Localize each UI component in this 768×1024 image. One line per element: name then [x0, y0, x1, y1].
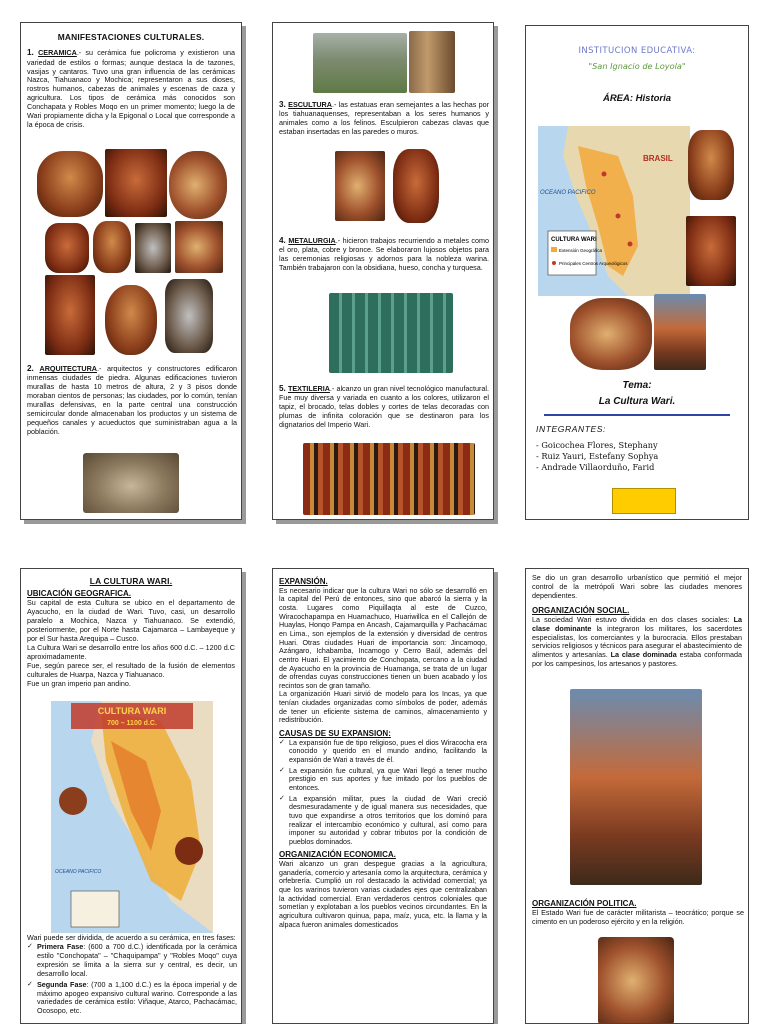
page-title: LA CULTURA WARI. [89, 576, 173, 586]
social-heading: ORGANIZACIÓN SOCIAL. [532, 605, 630, 615]
escultura-heading: ESCULTURA [288, 100, 332, 109]
social-bold: La clase dominante [532, 614, 742, 633]
causas-list [279, 739, 487, 847]
ceramic-head-image [686, 216, 736, 286]
politica-heading: ORGANIZACIÓN POLITICA. [532, 899, 637, 908]
ceramic-figure-image [175, 221, 223, 273]
economica-text: Wari alcanzo un gran despegue gracias a la agricultura, ganadería, comercio y artesanía como la arquitectura, cerámica y orfebrería. Cumplió un rol destacado la actividad comercial; ya que los warinos tuvieron varias ciudades ejes que centralizaban la actividad comercial. Eran verdaderos centros coloniales que sometían y explotaban a los pueblos vecinos circundantes. En la agricultura cultivaron quinua, papa, maíz, yuca, etc. la llama y la alpaca fueron animales domesticados [279, 860, 487, 929]
social-paragraph [532, 616, 742, 670]
page-cover [525, 25, 749, 520]
ceramica-text: .- su cerámica fue policroma y existieron una variedad de estilos o formas; aunque destaca la de tazones, vasijas y cantaros. Tuvo una gran influencia de las cerámicas Nazca, Tiahuanaco y Mochica; representaron a sus dioses, rostros humanos, cabezas de animales y escenas de caza y agricultura. Los tipos de cerámica más conocidos son Conchapata y Robles Moqo en un primer momento; luego la de Wari propiamente dicha y la Epigonal o Local que corresponde a la época de crisis. [27, 48, 235, 130]
social-text: estaba conformada por los campesinos, los artesanos y pastores. [532, 650, 743, 669]
page-title: MANIFESTACIONES CULTURALES. [57, 32, 205, 42]
ceramic-face-image [37, 151, 103, 217]
expansion-heading: EXPANSIÓN. [279, 577, 328, 586]
institution-label: INSTITUCION EDUCATIVA: [578, 46, 696, 56]
members-list [536, 440, 658, 473]
ceramic-vase-image [45, 275, 95, 355]
item-number: 2. [27, 364, 34, 373]
ceramic-pot-image [570, 298, 652, 370]
ubicacion-text-4: Fue un gran imperio pan andino. [27, 678, 131, 688]
page-escultura [272, 22, 494, 520]
item-number: 5. [279, 384, 286, 393]
ceramic-mask-image [135, 223, 171, 273]
causa-item: ✓ La expansión militar, pues la ciudad de Wari creció desmesuradamente y de igual manera sus necesidades, que tuvo que expandirse a otros territorios que los dominó para realizar el intercambio económico y cultural, así como para imponer su autoridad y cobrar tributos por la condición de pueblos dominados. [279, 795, 487, 847]
ceramica-paragraph [27, 48, 235, 130]
wari-mural-image [570, 689, 702, 885]
tema-title: La Cultura Wari. [598, 396, 676, 407]
arquitectura-paragraph [21, 359, 242, 442]
causa-item: ✓ La expansión fue cultural, ya que Wari llegó a tener mucho prestigio en sus aportes y fue imitado por los pueblos de entonces. [279, 767, 487, 793]
fases-intro: Wari puede ser dividida, de acuerdo a su cerámica, en tres fases: [27, 933, 236, 942]
causa-item: ✓ La expansión fue de tipo religioso, pues el dios Wiracocha era conocido y querido en el mundo andino, facilitando la expansión de Wari a través de él. [279, 739, 487, 765]
legend-swatch-center [552, 261, 556, 265]
map-label-brasil: BRASIL [643, 154, 673, 163]
fase-item [27, 943, 237, 979]
escultura-text: .- las estatuas eran semejantes a las hechas por los tiahuanaquenses, representaban a los seres humanos y animales como a los felinos. Esculpieron cabezas clavas que estaban insertadas en las paredes o muros. [279, 100, 489, 137]
escultura-paragraph [273, 95, 494, 142]
map-inset [71, 891, 119, 927]
map-ceramic-inset [59, 787, 87, 815]
fase-item [27, 981, 237, 1017]
school-name: "San Ignacio de Loyola" [588, 61, 686, 71]
temple-image [313, 33, 407, 93]
ceramic-jar-image [105, 285, 157, 355]
economica-heading: ORGANIZACIÓN ECONOMICA. [279, 850, 396, 860]
intro-text: Se dio un gran desarrollo urbanístico que permitió el mejor control de la metrópoli Wari sobre las ciudades menores dependientes. [532, 573, 742, 600]
archaeological-center [628, 242, 633, 247]
ubicacion-heading: UBICACIÓN GEOGRAFICA. [27, 589, 131, 599]
ceramic-vessel-image [93, 221, 131, 273]
stone-wall-image [409, 31, 455, 93]
sculpture-image [335, 151, 385, 221]
map-banner-dates: 700 – 1100 d.C. [107, 720, 157, 727]
archaeological-center [602, 172, 607, 177]
social-text: La sociedad Wari estuvo dividida en dos clases sociales: [532, 614, 734, 624]
item-number: 4. [279, 236, 286, 245]
fase-text: : (600 a 700 d.C.) identificada por la cerámica estilo "Conchopata" – "Chaquipampa" y "Robles Moqo" cuya expresión se limita a la sierra sur y central, es decir, un desarrollo local. [37, 941, 237, 978]
ubicacion-text-2: La Cultura Wari se desarrollo entre los años 600 d.C. – 1200 d.C aproximadamente. [27, 642, 235, 661]
integrantes-label: INTEGRANTES: [536, 424, 607, 434]
textileria-heading: TEXTILERIA [287, 384, 330, 393]
ceramic-head-image [105, 149, 167, 217]
member-item: - Ruiz Yauri, Estefany Sophya [536, 451, 659, 462]
tema-label: Tema: [622, 380, 652, 391]
ruins-image [83, 453, 179, 513]
legend-swatch-extension [551, 247, 557, 252]
fase-heading: Primera Fase [37, 941, 84, 951]
ubicacion-text-1: Su capital de esta Cultura se ubico en el departamento de Ayacucho, en la ciudad de Wari. Tuvo, casi, un desarrollo paralelo a Mochica, Nazca y Tiahuanaco. Se extendió, posteriormente, por el Norte hasta Cajamarca – Lambayeque y por el Sur hasta Arequipa – Cusco. [27, 598, 235, 644]
yellow-box [612, 488, 676, 514]
wari-warrior-image [598, 937, 674, 1024]
textileria-paragraph [273, 379, 494, 435]
legend-extension: Extensión Geográfica [559, 248, 603, 253]
figure-vessel-image [393, 149, 439, 223]
social-bold: La clase dominada [610, 650, 677, 660]
expansion-text-1: Es necesario indicar que la cultura Wari no sólo se desarrolló en la capital del Perú de entonces, sino que abarcó la sierra y la costa. Lugares como Piquillaqta al este de Cuzco, Wiracochapampa en Huamachuco, Huariwillca en el Callejón de Huaylas, Honqo Pampa en Ancash, Cajamarquilla y Pachacámac en Lima., son ejemplos de la extensión y diversidad de centros Huari. Otras ciudades Huari de importancia son: Jincamoqo, Azángaro, Ichabamba, Incamogo y Cerro Baúl, además del centro Huari. El yacimiento de Conchopata, cercano a la ciudad de Ayacucho en la provincia de Huamanga, se trata de un lugar de ofrendas cuyas construcciones tienen un buen acabado y los recintos son de gran tamaño. [279, 586, 487, 690]
page-manifestaciones [20, 22, 242, 520]
textile-image [303, 443, 475, 515]
legend-title: CULTURA WARI [551, 237, 597, 243]
causas-heading: CAUSAS DE SU EXPANSION: [279, 729, 391, 738]
item-number: 1. [27, 48, 34, 58]
peru-map [538, 126, 690, 296]
social-text: la integraron los militares, los sacerdotes especialistas, los comerciantes y la burocracia. Ellos prestaban servicios religiosos y técnicos para asegurar el abastecimiento de alimentos y artesanías. [532, 623, 742, 660]
fases-section [21, 929, 242, 1023]
legend-centers: Principales Centros Arqueológicos [559, 261, 628, 266]
item-number: 3. [279, 100, 286, 109]
page-cultura-wari [20, 568, 242, 1024]
metalurgia-paragraph [273, 231, 494, 278]
turquoise-figurines-image [329, 293, 453, 373]
fase-heading: Segunda Fase [37, 979, 87, 989]
archaeological-center [616, 214, 621, 219]
metalurgia-heading: METALURGIA [288, 236, 336, 245]
page-expansion [272, 568, 494, 1024]
arquitectura-heading: ARQUITECTURA [39, 364, 97, 373]
politica-section [526, 891, 749, 932]
ceramic-bird-image [169, 151, 227, 219]
ceramic-foot-image [45, 223, 89, 273]
map-figure-inset [175, 837, 203, 865]
divider-line [544, 414, 730, 416]
member-item: - Goicochea Flores, Stephany [536, 440, 658, 450]
map-label-ocean: OCEANO PACIFICO [540, 190, 596, 196]
map-banner-title: CULTURA WARI [97, 706, 167, 716]
arquitectura-text: .- arquitectos y constructores edificaron inmensas ciudades de piedra. Algunas edificaciones tuvieron murallas de hasta 10 metros de altura, 2 y 3 pisos donde moraban cientos de personas; las ciudades, por lo común, tenían murallas defensivas, en la parte central una construcción semicircular donde almacenaban los productos y un sistema de pequeños canales y acueductos que suministraban agua a la población. [27, 364, 238, 436]
member-item: - Andrade Villaorduño, Farid [536, 462, 655, 473]
expansion-text-2: La organización Huari sirvió de modelo para los Incas, ya que tenían ciudades organizadas como símbolos de poder, además de tener un eficiente sistema de caminos, almacenamiento y redistribución. [279, 690, 487, 725]
ceramica-heading: CERAMICA [38, 48, 77, 58]
fase-text: : (700 a 1,100 d.C.) es la época imperial y de máximo apogeo expansivo cultural warino. Corresponde a las variedades de cerámica estilo: Viñaque, Atarco, Pachacámac, Ocosopo, etc. [37, 979, 238, 1016]
ceramic-foot-image [688, 130, 734, 200]
map-sea-label: OCEANO PACIFICO [55, 869, 102, 875]
wari-map [51, 701, 213, 933]
metalurgia-text: .- hicieron trabajos recurriendo a metales como el oro, plata, cobre y bronce. Se elaboraron lujosos objetos para las ceremonias religiosas y adornos para la nobleza warina. También trabajaron con la obsidiana, hueso, concha y turquesa. [279, 236, 489, 273]
ceramic-llama-image [165, 279, 213, 353]
ubicacion-text-3: Fue, según parece ser, el resultado de la fusión de elementos culturales de Huarpa, Nazca y Tiahuanaco. [27, 660, 235, 679]
mural-image [654, 294, 706, 370]
politica-text: El Estado Wari fue de carácter militarista – teocrático; porque se cimento en un poderoso ejército y en la religión. [532, 907, 744, 926]
textileria-text: .- alcanzo un gran nivel tecnológico manufactural. Fue muy diversa y variada en cuanto a los colores, utilizaron el tapiz, el brocado, telas dobles y cortes de telas decoradas con plumas de infinita coloración que se destinaron para los dignatarios del Imperio Wari. [279, 384, 489, 429]
area-label: ÁREA: Historia [602, 93, 672, 104]
page-organizacion [525, 568, 749, 1024]
